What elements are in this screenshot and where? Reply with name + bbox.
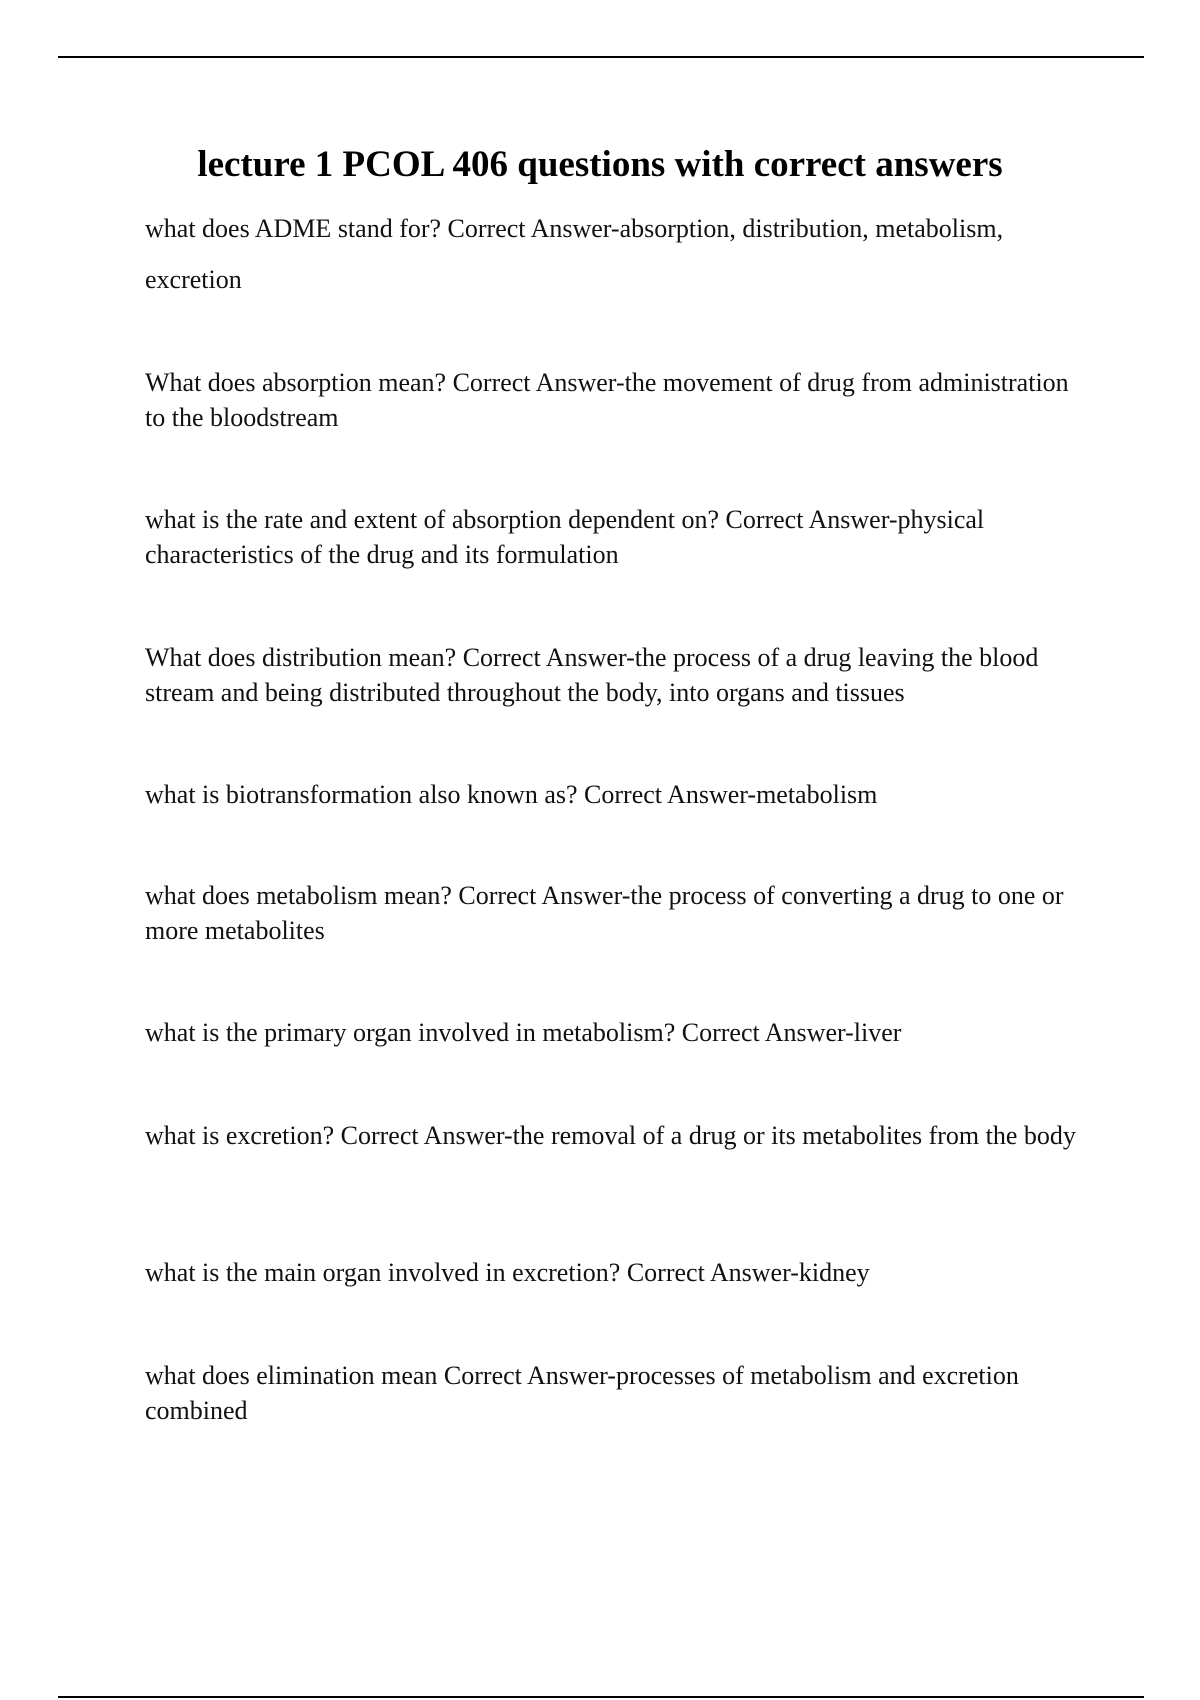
page-title: lecture 1 PCOL 406 questions with correct answers — [197, 144, 1003, 185]
qa-item: what is excretion? Correct Answer-the removal of a drug or its metabolites from the body — [145, 1121, 1076, 1150]
qa-item: what is the rate and extent of absorption dependent on? Correct Answer-physical characteristics of the drug and its formulation — [145, 505, 985, 569]
qa-item: what does metabolism mean? Correct Answer-the process of converting a drug to one or more metabolites — [145, 881, 1064, 945]
qa-item: what does ADME stand for? Correct Answer-absorption, distribution, metabolism, excretion — [145, 214, 1004, 294]
qa-item: what does elimination mean Correct Answer-processes of metabolism and excretion combined — [145, 1361, 1019, 1425]
qa-item: what is biotransformation also known as? Correct Answer-metabolism — [145, 780, 878, 809]
qa-item: what is the main organ involved in excretion? Correct Answer-kidney — [145, 1258, 870, 1287]
qa-item: What does distribution mean? Correct Answer-the process of a drug leaving the blood stream and being distributed throughout the body, into organs and tissues — [145, 643, 1039, 707]
footer-rule — [58, 1696, 1144, 1698]
qa-item: what is the primary organ involved in metabolism? Correct Answer-liver — [145, 1018, 902, 1047]
qa-item: What does absorption mean? Correct Answer-the movement of drug from administration to the bloodstream — [145, 368, 1069, 432]
